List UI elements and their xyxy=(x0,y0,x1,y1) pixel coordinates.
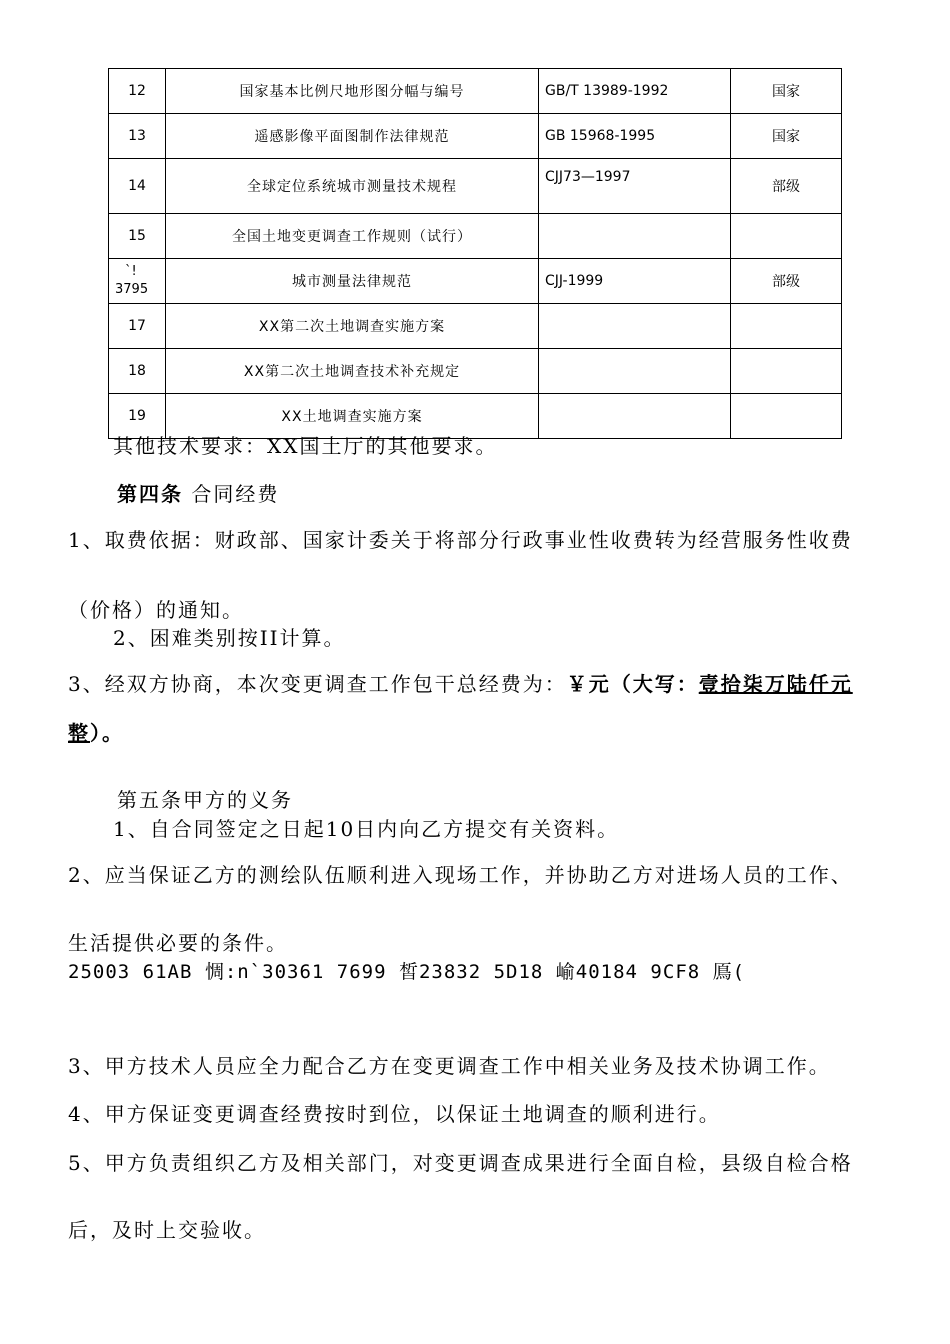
standard-level: 国家 xyxy=(731,114,842,159)
standard-name: 国家基本比例尺地形图分幅与编号 xyxy=(166,69,539,114)
standard-level: 部级 xyxy=(731,159,842,214)
standard-name: 遥感影像平面图制作法律规范 xyxy=(166,114,539,159)
row-number: 13 xyxy=(109,114,166,159)
fee-amount-close: ）。 xyxy=(90,721,124,745)
row-number-line2: 3795 xyxy=(115,282,149,297)
fee-item-1-line2: （价格）的通知。 xyxy=(68,598,244,622)
standard-level: 国家 xyxy=(731,69,842,114)
standard-name: XX第二次土地调查实施方案 xyxy=(166,304,539,349)
row-number xyxy=(109,259,166,304)
fee-item-3-line2 xyxy=(68,717,124,746)
fee-item-1-line1: 1、取费依据：财政部、国家计委关于将部分行政事业性收费转为经营服务性收费 xyxy=(68,528,853,552)
row-number: 12 xyxy=(109,69,166,114)
article-4-title: 合同经费 xyxy=(183,482,280,506)
obligation-4: 4、甲方保证变更调查经费按时到位，以保证土地调查的顺利进行。 xyxy=(68,1102,721,1126)
obligation-5-line2: 后，及时上交验收。 xyxy=(68,1218,266,1242)
standard-code: CJJ73—1997 xyxy=(539,159,731,214)
row-number: 15 xyxy=(109,214,166,259)
fee-amount-words: 壹拾柒万陆仟元 xyxy=(698,672,853,696)
obligation-1: 1、自合同签定之日起10日内向乙方提交有关资料。 xyxy=(113,817,620,841)
obligation-3: 3、甲方技术人员应全力配合乙方在变更调查工作中相关业务及技术协调工作。 xyxy=(68,1054,831,1078)
table-row xyxy=(109,214,842,259)
standard-code xyxy=(539,304,731,349)
table-row xyxy=(109,114,842,159)
obligation-5-line1: 5、甲方负责组织乙方及相关部门，对变更调查成果进行全面自检，县级自检合格 xyxy=(68,1151,853,1175)
standard-name: XX土地调查实施方案 xyxy=(166,394,539,439)
row-number: 17 xyxy=(109,304,166,349)
standard-code: CJJ-1999 xyxy=(539,259,731,304)
standard-level xyxy=(731,394,842,439)
standard-code xyxy=(539,349,731,394)
standard-name: 全球定位系统城市测量技术规程 xyxy=(166,159,539,214)
garbled-text: 25003 61AB 惆:n`30361 7699 皙23832 5D18 崳40184 9CF8 鳫( xyxy=(68,961,746,983)
fee-item-3-text: 3、经双方协商，本次变更调查工作包干总经费为： xyxy=(68,672,567,696)
standard-level xyxy=(731,349,842,394)
standard-name: XX第二次土地调查技术补充规定 xyxy=(166,349,539,394)
fee-amount-words-end: 整 xyxy=(68,721,90,745)
row-number: 14 xyxy=(109,159,166,214)
fee-amount: ￥元（大写： xyxy=(566,672,699,696)
standards-table xyxy=(108,68,842,439)
standard-code xyxy=(539,394,731,439)
fee-item-2: 2、困难类别按II计算。 xyxy=(113,626,346,650)
standard-code: GB/T 13989-1992 xyxy=(539,69,731,114)
standard-level xyxy=(731,214,842,259)
fee-item-3-line1 xyxy=(68,668,853,697)
row-number: 19 xyxy=(109,394,166,439)
standard-name: 城市测量法律规范 xyxy=(166,259,539,304)
table-row xyxy=(109,159,842,214)
table-row xyxy=(109,304,842,349)
table-row xyxy=(109,259,842,304)
obligation-2-line1: 2、应当保证乙方的测绘队伍顺利进入现场工作，并协助乙方对进场人员的工作、 xyxy=(68,863,853,887)
standard-level: 部级 xyxy=(731,259,842,304)
row-number-line1: `! xyxy=(125,264,137,279)
standard-level xyxy=(731,304,842,349)
article-4-heading xyxy=(117,478,279,507)
row-number: 18 xyxy=(109,349,166,394)
article-4-label: 第四条 xyxy=(117,482,183,506)
obligation-2-line2: 生活提供必要的条件。 xyxy=(68,931,288,955)
article-5-heading: 第五条甲方的义务 xyxy=(117,788,293,812)
table-row xyxy=(109,349,842,394)
standard-name: 全国土地变更调查工作规则（试行） xyxy=(166,214,539,259)
table-row xyxy=(109,69,842,114)
other-requirements: 其他技术要求：XX国土厅的其他要求。 xyxy=(113,434,498,458)
standard-code: GB 15968-1995 xyxy=(539,114,731,159)
standard-code xyxy=(539,214,731,259)
